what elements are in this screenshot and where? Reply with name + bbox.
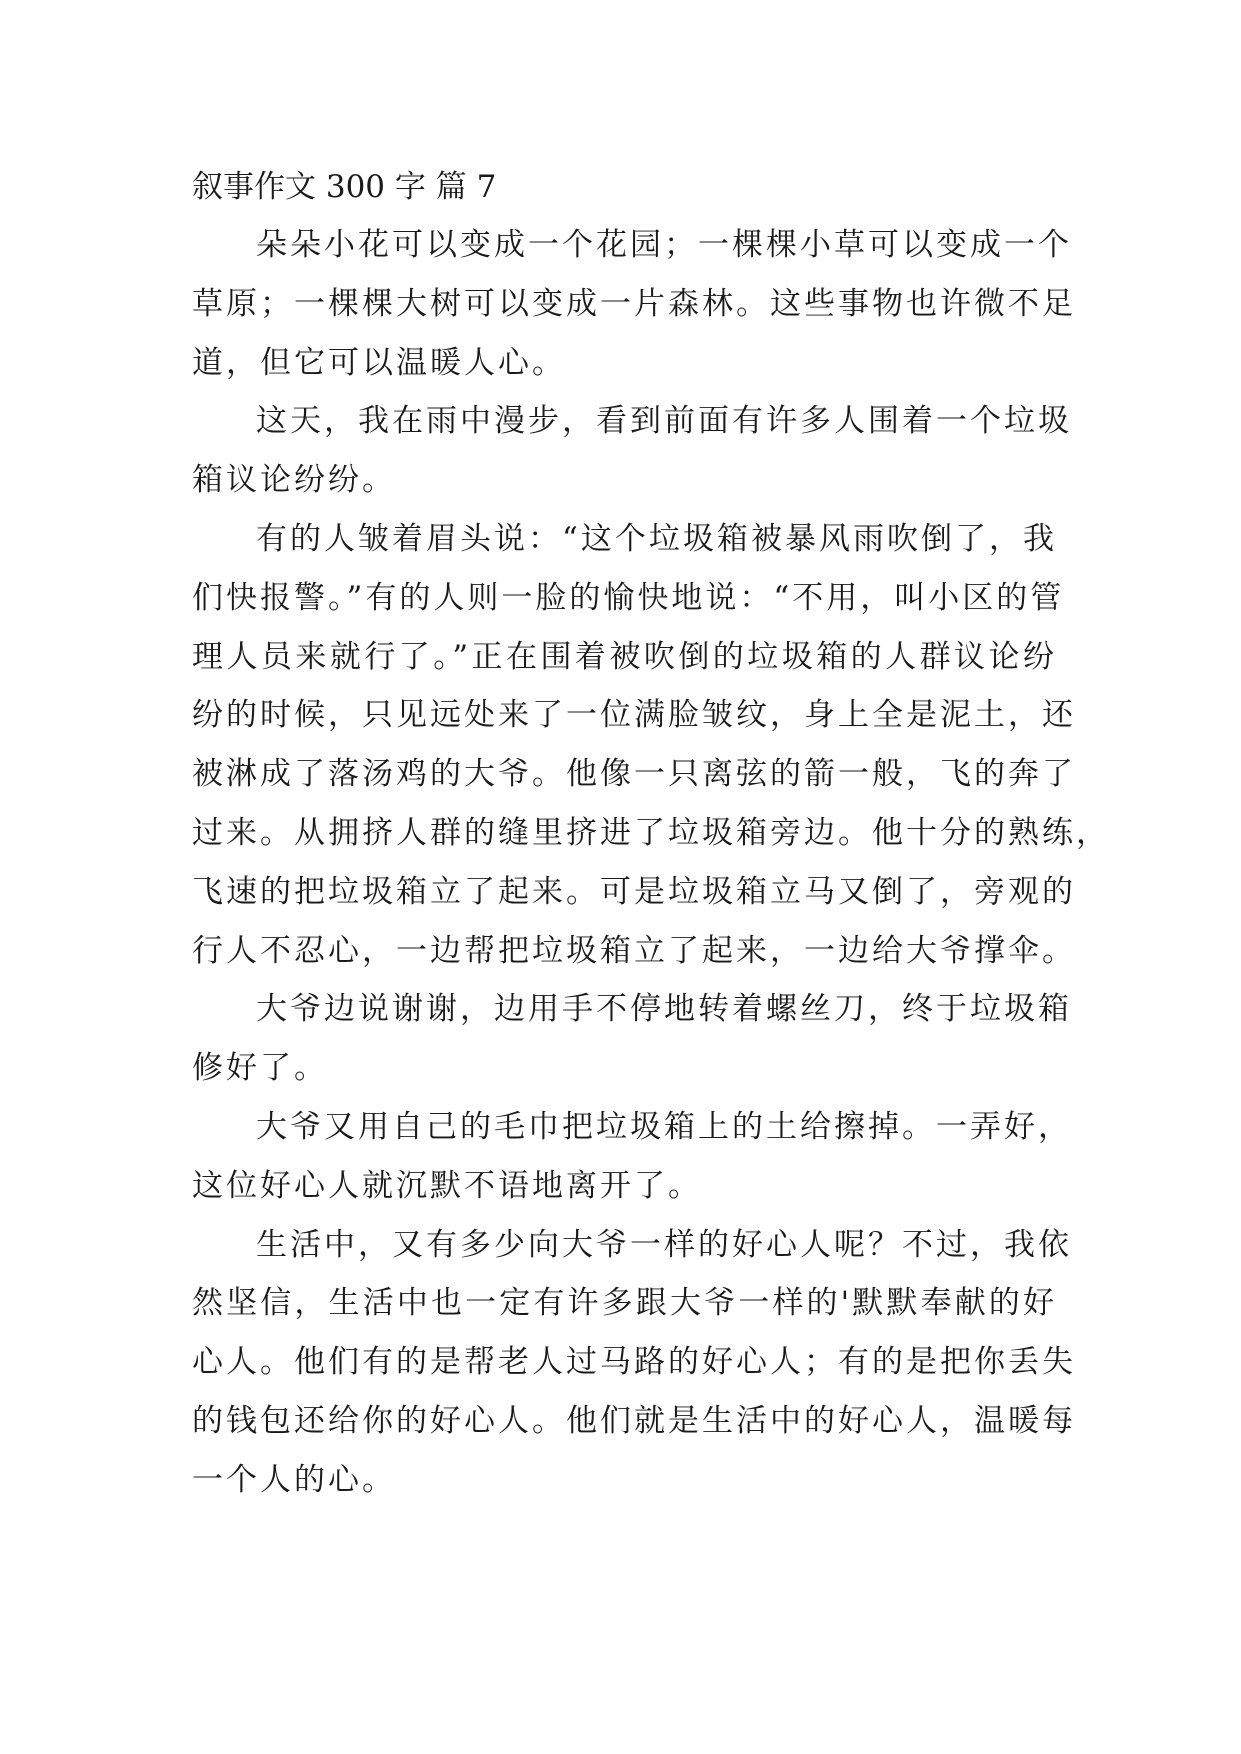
text-line: 飞速的把垃圾箱立了起来。可是垃圾箱立马又倒了，旁观的	[192, 873, 1076, 910]
paragraph-3	[192, 510, 1110, 980]
text-line: 行人不忍心，一边帮把垃圾箱立了起来，一边给大爷撑伞。	[192, 932, 1076, 969]
text-line: 纷的时候，只见远处来了一位满脸皱纹，身上全是泥土，还	[192, 697, 1076, 734]
text-line: 理人员来就行了。”正在围着被吹倒的垃圾箱的人群议论纷	[192, 638, 1057, 675]
text-line: 大爷又用自己的毛巾把垃圾箱上的土给擦掉。一弄好，	[256, 1108, 1072, 1145]
paragraph-1	[192, 216, 1076, 392]
text-line: 道，但它可以温暖人心。	[192, 344, 566, 381]
text-line: 过来。从拥挤人群的缝里挤进了垃圾箱旁边。他十分的熟练，	[192, 814, 1110, 851]
text-line: 朵朵小花可以变成一个花园；一棵棵小草可以变成一个	[256, 227, 1072, 263]
document-title: 叙事作文 300 字 篇 7	[192, 169, 497, 205]
paragraph-4	[192, 980, 1072, 1098]
text-line: 的钱包还给你的好心人。他们就是生活中的好心人，温暖每	[192, 1402, 1076, 1439]
paragraph-6	[192, 1216, 1076, 1510]
text-line: 大爷边说谢谢，边用手不停地转着螺丝刀，终于垃圾箱	[256, 991, 1072, 1028]
text-line: 生活中，又有多少向大爷一样的好心人呢？不过，我依	[256, 1226, 1072, 1263]
text-line: 有的人皱着眉头说：“这个垃圾箱被暴风雨吹倒了，我	[256, 520, 1057, 557]
document-page	[192, 158, 1110, 1510]
text-line: 修好了。	[192, 1050, 328, 1087]
text-line: 被淋成了落汤鸡的大爷。他像一只离弦的箭一般，飞的奔了	[192, 756, 1076, 793]
text-line: 心人。他们有的是帮老人过马路的好心人；有的是把你丢失	[192, 1344, 1076, 1381]
text-line: 这位好心人就沉默不语地离开了。	[192, 1167, 702, 1204]
paragraph-2	[192, 392, 1072, 510]
text-line: 草原；一棵棵大树可以变成一片森林。这些事物也许微不足	[192, 285, 1076, 322]
text-line: 这天，我在雨中漫步，看到前面有许多人围着一个垃圾	[256, 403, 1072, 440]
text-line: 们快报警。”有的人则一脸的愉快地说：“不用，叫小区的管	[192, 579, 1065, 616]
text-line: 箱议论纷纷。	[192, 462, 396, 499]
text-line: 一个人的心。	[192, 1461, 396, 1498]
paragraph-5	[192, 1098, 1072, 1216]
text-line: 然坚信，生活中也一定有许多跟大爷一样的'默默奉献的好	[192, 1285, 1057, 1322]
